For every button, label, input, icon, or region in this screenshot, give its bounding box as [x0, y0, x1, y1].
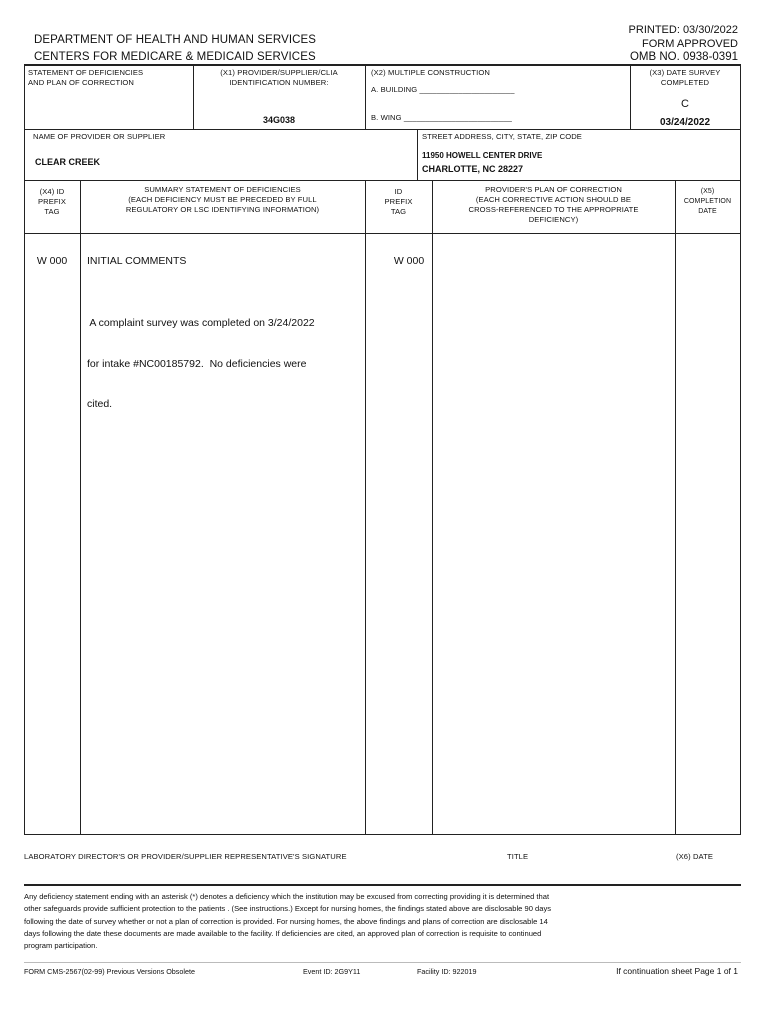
printed-date: PRINTED: 03/30/2022: [628, 24, 738, 36]
right-prefix-tag: W 000: [393, 255, 425, 267]
id-header: ID PREFIX TAG: [384, 187, 413, 216]
omb-number: OMB NO. 0938-0391: [629, 51, 738, 63]
comments-title: INITIAL COMMENTS: [87, 255, 187, 267]
facility-id: Facility ID: 922019: [417, 967, 477, 976]
agency-subname: CENTERS FOR MEDICARE & MEDICAID SERVICES: [34, 51, 316, 63]
plan-header: PROVIDER'S PLAN OF CORRECTION (EACH CORRECTIVE ACTION SHOULD BE CROSS-REFERENCED TO THE APPROPRIATE DEFICIENCY): [468, 185, 639, 224]
event-id: Event ID: 2G9Y11: [303, 967, 361, 976]
date-label: (X6) DATE: [676, 852, 714, 861]
x1-label: (X1) PROVIDER/SUPPLIER/CLIA IDENTIFICATION NUMBER:: [220, 68, 338, 87]
agency-name: DEPARTMENT OF HEALTH AND HUMAN SERVICES: [34, 34, 317, 46]
signature-label: LABORATORY DIRECTOR'S OR PROVIDER/SUPPLIER REPRESENTATIVE'S SIGNATURE: [24, 852, 347, 861]
title-label: TITLE: [507, 852, 529, 861]
x2-label: (X2) MULTIPLE CONSTRUCTION: [371, 68, 490, 77]
summary-header: SUMMARY STATEMENT OF DEFICIENCIES (EACH DEFICIENCY MUST BE PRECEDED BY FULL REGULATORY OR LSC IDENTIFYING INFORMATION): [125, 185, 320, 214]
provider-name-label: NAME OF PROVIDER OR SUPPLIER: [33, 132, 166, 141]
left-prefix-tag: W 000: [36, 255, 68, 267]
survey-code: C: [681, 98, 689, 110]
form-number: FORM CMS-2567(02-99) Previous Versions Obsolete: [24, 967, 195, 976]
x3-label: (X3) DATE SURVEY COMPLETED: [649, 68, 721, 87]
x5-header: (X5) COMPLETION DATE: [683, 188, 732, 215]
provider-name: CLEAR CREEK: [35, 157, 101, 167]
page-number: If continuation sheet Page 1 of 1: [616, 966, 738, 976]
survey-date: 03/24/2022: [659, 117, 711, 128]
form-approved: FORM APPROVED: [642, 38, 738, 50]
provider-id: 34G038: [262, 115, 296, 125]
disclaimer: Any deficiency statement ending with an asterisk (*) denotes a deficiency which the institution may be excused from correcting providing it is determined that other safeguards provide sufficient protection to the patients . (See instructions.) Except for nursing homes, the findings stated above are disclosable 90 days following the date of survey whether or not a plan of correction is provided. For nursing homes, the above findings and plans of correction are disclosable 14 days following the date these documents are made available to the facility. If deficiencies are cited, an approved plan of correction is requisite to continued program participation.: [24, 892, 552, 951]
address-label: STREET ADDRESS, CITY, STATE, ZIP CODE: [422, 132, 582, 141]
x4-header: (X4) ID PREFIX TAG: [37, 187, 67, 216]
city-state-zip: CHARLOTTE, NC 28227: [422, 164, 524, 174]
street-address: 11950 HOWELL CENTER DRIVE: [422, 151, 543, 160]
comments-body: A complaint survey was completed on 3/24/2022 for intake #NC00185792. No deficiencies were cited.: [87, 317, 315, 410]
x2-wing: B. WING _________________________: [371, 113, 512, 122]
statement-label: STATEMENT OF DEFICIENCIES AND PLAN OF CORRECTION: [28, 68, 144, 87]
x2-building: A. BUILDING ______________________: [371, 85, 515, 94]
